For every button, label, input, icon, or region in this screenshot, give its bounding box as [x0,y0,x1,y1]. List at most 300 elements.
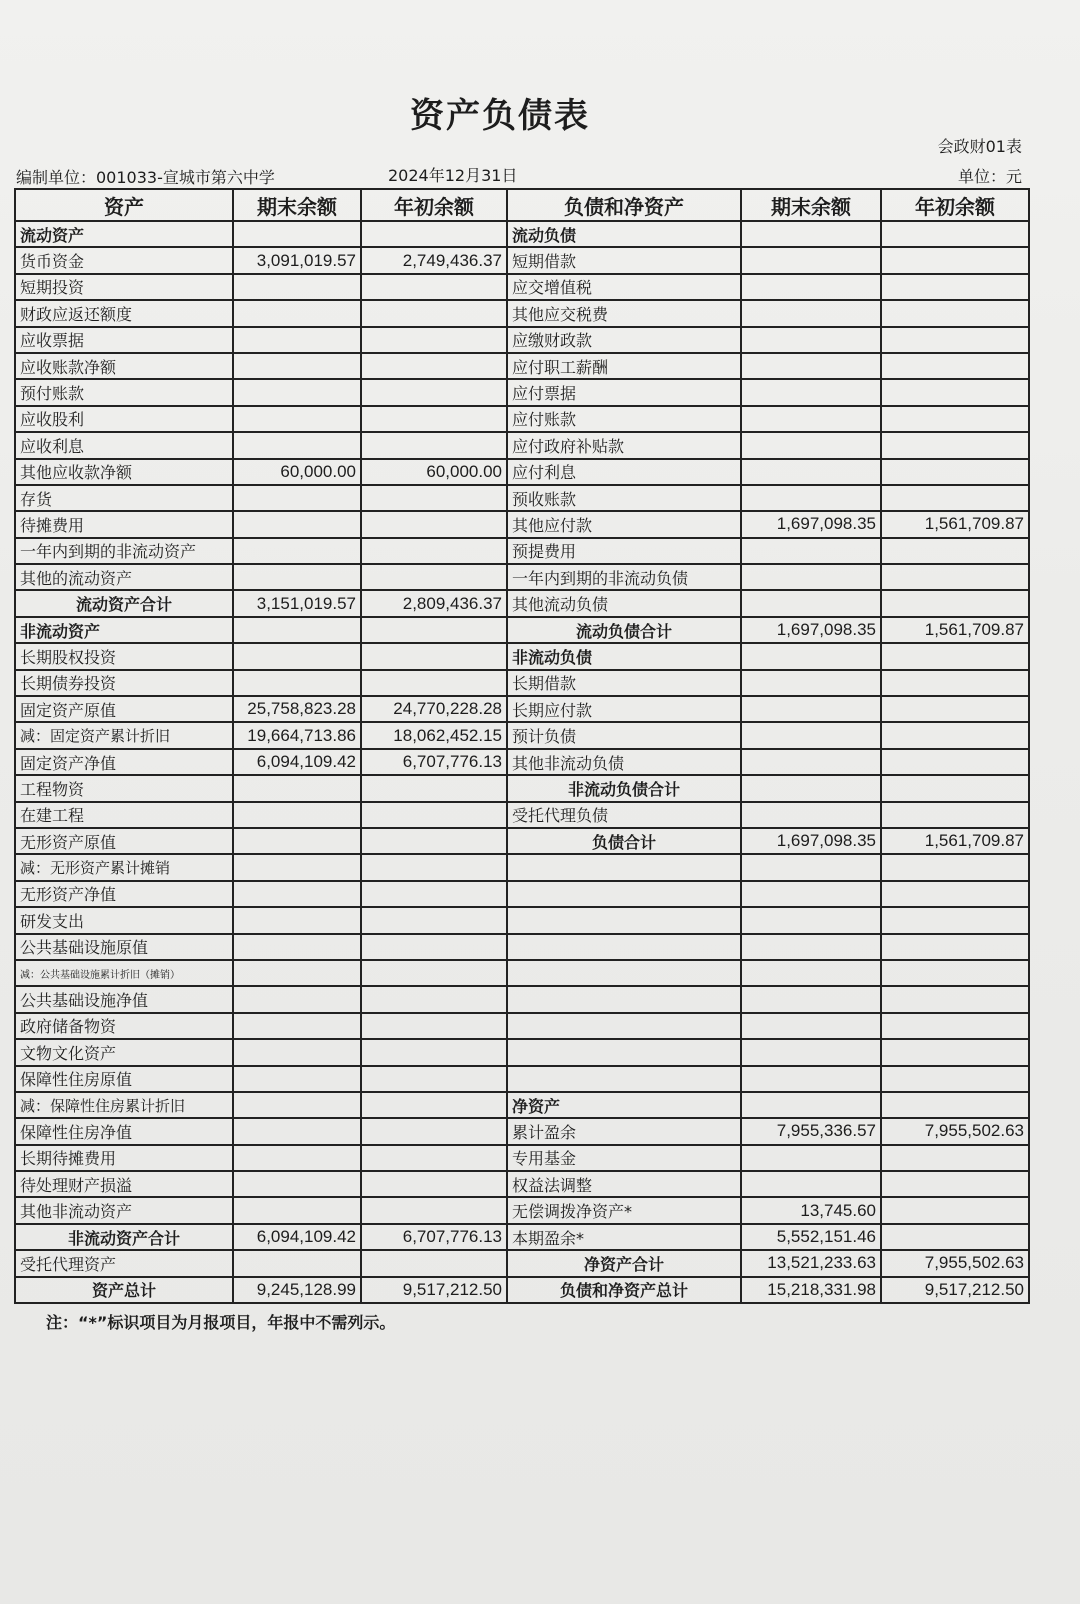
liability-begin-balance [881,300,1029,326]
table-row [15,379,1029,405]
footnote: 注：“*”标识项目为月报项目，年报中不需列示。 [46,1313,396,1332]
liability-begin-balance [881,353,1029,379]
liability-begin-balance [881,670,1029,696]
asset-begin-balance [361,670,507,696]
asset-begin-balance [361,1013,507,1039]
asset-end-balance [233,934,361,960]
liability-begin-balance [881,379,1029,405]
asset-end-balance [233,1171,361,1197]
table-row [15,564,1029,590]
liability-label: 净资产合计 [507,1250,741,1276]
asset-begin-balance [361,802,507,828]
asset-begin-balance: 9,517,212.50 [361,1277,507,1303]
liability-end-balance [741,643,881,669]
asset-end-balance: 3,151,019.57 [233,590,361,616]
currency-unit: 单位：元 [957,167,1022,186]
asset-label: 保障性住房原值 [15,1066,233,1092]
liability-label: 其他流动负债 [507,590,741,616]
liability-end-balance [741,274,881,300]
asset-end-balance [233,221,361,247]
liability-label [507,934,741,960]
table-row [15,1250,1029,1276]
liability-begin-balance [881,1092,1029,1118]
table-row [15,300,1029,326]
liability-end-balance [741,1066,881,1092]
asset-begin-balance [361,1039,507,1065]
asset-label: 长期债券投资 [15,670,233,696]
liability-begin-balance [881,564,1029,590]
asset-begin-balance [361,960,507,986]
table-row [15,802,1029,828]
asset-begin-balance [361,934,507,960]
liability-end-balance [741,247,881,273]
liability-begin-balance [881,538,1029,564]
asset-begin-balance [361,432,507,458]
liability-begin-balance [881,854,1029,880]
liability-label: 无偿调拨净资产* [507,1197,741,1223]
liability-begin-balance [881,459,1029,485]
column-header: 年初余额 [361,189,507,221]
asset-label: 受托代理资产 [15,1250,233,1276]
asset-label: 政府储备物资 [15,1013,233,1039]
asset-end-balance [233,1197,361,1223]
liability-end-balance [741,854,881,880]
liability-end-balance [741,538,881,564]
asset-end-balance: 25,758,823.28 [233,696,361,722]
asset-label: 短期投资 [15,274,233,300]
table-row [15,749,1029,775]
liability-label: 短期借款 [507,247,741,273]
table-row [15,485,1029,511]
asset-label: 财政应返还额度 [15,300,233,326]
column-header: 负债和净资产 [507,189,741,221]
asset-end-balance [233,1250,361,1276]
liability-end-balance [741,934,881,960]
table-row [15,1224,1029,1250]
liability-begin-balance [881,907,1029,933]
asset-label: 非流动资产合计 [15,1224,233,1250]
asset-label: 货币资金 [15,247,233,273]
asset-begin-balance: 2,809,436.37 [361,590,507,616]
asset-begin-balance [361,643,507,669]
column-header: 年初余额 [881,189,1029,221]
asset-end-balance [233,802,361,828]
table-row [15,907,1029,933]
liability-end-balance [741,459,881,485]
asset-label: 工程物资 [15,775,233,801]
liability-end-balance [741,1092,881,1118]
liability-begin-balance: 9,517,212.50 [881,1277,1029,1303]
liability-label [507,881,741,907]
asset-label: 公共基础设施原值 [15,934,233,960]
asset-label: 资产总计 [15,1277,233,1303]
asset-end-balance: 6,094,109.42 [233,1224,361,1250]
asset-begin-balance [361,485,507,511]
liability-label [507,986,741,1012]
asset-begin-balance [361,1145,507,1171]
asset-label: 无形资产净值 [15,881,233,907]
table-row [15,1145,1029,1171]
asset-begin-balance: 6,707,776.13 [361,749,507,775]
column-header: 期末余额 [233,189,361,221]
table-row [15,643,1029,669]
asset-end-balance [233,1039,361,1065]
liability-end-balance: 1,697,098.35 [741,511,881,537]
table-body [15,221,1029,1303]
asset-label: 固定资产净值 [15,749,233,775]
asset-begin-balance [361,775,507,801]
asset-end-balance [233,643,361,669]
asset-label: 待摊费用 [15,511,233,537]
asset-label: 其他应收款净额 [15,459,233,485]
liability-begin-balance [881,749,1029,775]
liability-label: 其他应交税费 [507,300,741,326]
asset-end-balance [233,960,361,986]
asset-begin-balance [361,511,507,537]
asset-label: 其他的流动资产 [15,564,233,590]
table-row [15,722,1029,748]
liability-begin-balance [881,406,1029,432]
liability-end-balance [741,1171,881,1197]
liability-end-balance [741,696,881,722]
asset-end-balance [233,1066,361,1092]
table-row [15,1013,1029,1039]
liability-end-balance: 1,697,098.35 [741,828,881,854]
table-row [15,986,1029,1012]
liability-label: 本期盈余* [507,1224,741,1250]
asset-label: 应收股利 [15,406,233,432]
asset-label: 应收票据 [15,327,233,353]
table-row [15,670,1029,696]
table-row [15,327,1029,353]
liability-label [507,1039,741,1065]
asset-label: 在建工程 [15,802,233,828]
table-row [15,696,1029,722]
table-row [15,1092,1029,1118]
asset-begin-balance [361,300,507,326]
liability-label: 长期应付款 [507,696,741,722]
asset-end-balance [233,617,361,643]
asset-label: 应收利息 [15,432,233,458]
liability-end-balance [741,485,881,511]
liability-begin-balance [881,1224,1029,1250]
liability-begin-balance [881,881,1029,907]
liability-begin-balance [881,247,1029,273]
asset-end-balance [233,327,361,353]
liability-begin-balance: 7,955,502.63 [881,1250,1029,1276]
liability-label [507,1066,741,1092]
form-code: 会政财01表 [937,137,1022,156]
column-header: 资产 [15,189,233,221]
table-row [15,934,1029,960]
asset-end-balance [233,775,361,801]
page-title: 资产负债表 [410,96,590,136]
liability-begin-balance [881,1171,1029,1197]
table-row [15,1277,1029,1303]
asset-label: 保障性住房净值 [15,1118,233,1144]
asset-end-balance [233,274,361,300]
reporting-unit: 编制单位：001033-宣城市第六中学 [16,168,275,187]
asset-label: 一年内到期的非流动资产 [15,538,233,564]
liability-begin-balance [881,1145,1029,1171]
asset-begin-balance [361,353,507,379]
asset-begin-balance [361,379,507,405]
asset-end-balance [233,1092,361,1118]
table-row [15,1171,1029,1197]
liability-end-balance [741,749,881,775]
liability-label: 非流动负债 [507,643,741,669]
liability-label [507,854,741,880]
liability-begin-balance: 7,955,502.63 [881,1118,1029,1144]
liability-begin-balance [881,1066,1029,1092]
asset-label: 固定资产原值 [15,696,233,722]
asset-end-balance: 6,094,109.42 [233,749,361,775]
asset-end-balance [233,485,361,511]
liability-end-balance [741,327,881,353]
asset-label: 减：公共基础设施累计折旧（摊销） [15,960,233,986]
liability-label: 流动负债 [507,221,741,247]
asset-end-balance [233,406,361,432]
asset-label: 减：固定资产累计折旧 [15,722,233,748]
table-row [15,881,1029,907]
liability-end-balance [741,406,881,432]
table-row [15,221,1029,247]
asset-end-balance [233,986,361,1012]
liability-begin-balance [881,327,1029,353]
liability-label: 应付账款 [507,406,741,432]
asset-end-balance [233,379,361,405]
asset-label: 流动资产 [15,221,233,247]
liability-end-balance [741,775,881,801]
liability-label: 权益法调整 [507,1171,741,1197]
column-header: 期末余额 [741,189,881,221]
liability-label: 负债合计 [507,828,741,854]
table-row [15,274,1029,300]
asset-begin-balance [361,538,507,564]
liability-end-balance [741,722,881,748]
asset-begin-balance [361,327,507,353]
liability-end-balance [741,590,881,616]
liability-label [507,960,741,986]
asset-begin-balance [361,986,507,1012]
asset-begin-balance [361,854,507,880]
asset-begin-balance [361,406,507,432]
asset-begin-balance [361,1171,507,1197]
asset-begin-balance: 2,749,436.37 [361,247,507,273]
liability-begin-balance [881,1013,1029,1039]
liability-end-balance [741,802,881,828]
table-row [15,511,1029,537]
liability-label: 其他非流动负债 [507,749,741,775]
asset-label: 减：无形资产累计摊销 [15,854,233,880]
table-row [15,1197,1029,1223]
liability-label: 其他应付款 [507,511,741,537]
liability-label: 负债和净资产总计 [507,1277,741,1303]
liability-label: 一年内到期的非流动负债 [507,564,741,590]
table-header-row [15,189,1029,221]
table-row [15,828,1029,854]
report-date: 2024年12月31日 [388,166,518,185]
asset-label: 公共基础设施净值 [15,986,233,1012]
asset-end-balance [233,353,361,379]
table-row [15,775,1029,801]
asset-begin-balance [361,1118,507,1144]
table-row [15,247,1029,273]
liability-end-balance: 13,745.60 [741,1197,881,1223]
asset-label: 长期待摊费用 [15,1145,233,1171]
liability-end-balance [741,986,881,1012]
liability-label: 预提费用 [507,538,741,564]
asset-begin-balance [361,221,507,247]
liability-end-balance: 1,697,098.35 [741,617,881,643]
liability-begin-balance: 1,561,709.87 [881,511,1029,537]
liability-end-balance [741,353,881,379]
liability-label [507,1013,741,1039]
liability-end-balance: 13,521,233.63 [741,1250,881,1276]
asset-begin-balance: 18,062,452.15 [361,722,507,748]
asset-begin-balance: 24,770,228.28 [361,696,507,722]
liability-begin-balance [881,802,1029,828]
liability-begin-balance [881,274,1029,300]
table-row [15,1118,1029,1144]
asset-end-balance [233,1013,361,1039]
asset-end-balance [233,300,361,326]
liability-end-balance [741,564,881,590]
asset-label: 非流动资产 [15,617,233,643]
liability-end-balance: 7,955,336.57 [741,1118,881,1144]
asset-end-balance [233,1118,361,1144]
asset-end-balance: 19,664,713.86 [233,722,361,748]
table-row [15,960,1029,986]
liability-begin-balance [881,485,1029,511]
liability-label [507,907,741,933]
asset-end-balance: 60,000.00 [233,459,361,485]
table-row [15,590,1029,616]
liability-begin-balance [881,643,1029,669]
asset-begin-balance [361,907,507,933]
liability-begin-balance [881,722,1029,748]
table-row [15,854,1029,880]
asset-label: 其他非流动资产 [15,1197,233,1223]
table-row [15,432,1029,458]
liability-end-balance [741,881,881,907]
liability-end-balance [741,1039,881,1065]
asset-begin-balance [361,828,507,854]
asset-label: 应收账款净额 [15,353,233,379]
liability-label: 累计盈余 [507,1118,741,1144]
liability-label: 流动负债合计 [507,617,741,643]
liability-label: 应付政府补贴款 [507,432,741,458]
asset-begin-balance [361,881,507,907]
asset-end-balance [233,670,361,696]
asset-end-balance [233,538,361,564]
liability-begin-balance [881,960,1029,986]
liability-end-balance: 5,552,151.46 [741,1224,881,1250]
asset-end-balance [233,1145,361,1171]
asset-begin-balance [361,617,507,643]
asset-end-balance: 3,091,019.57 [233,247,361,273]
asset-end-balance [233,881,361,907]
liability-begin-balance [881,986,1029,1012]
asset-label: 待处理财产损溢 [15,1171,233,1197]
liability-label: 专用基金 [507,1145,741,1171]
asset-end-balance [233,828,361,854]
asset-label: 预付账款 [15,379,233,405]
liability-end-balance [741,1013,881,1039]
liability-begin-balance [881,1039,1029,1065]
asset-begin-balance [361,1250,507,1276]
liability-begin-balance: 1,561,709.87 [881,617,1029,643]
table-row [15,353,1029,379]
liability-begin-balance [881,590,1029,616]
liability-label: 应付票据 [507,379,741,405]
liability-begin-balance [881,432,1029,458]
liability-label: 长期借款 [507,670,741,696]
liability-label: 预计负债 [507,722,741,748]
liability-end-balance [741,221,881,247]
liability-begin-balance [881,775,1029,801]
table-row [15,617,1029,643]
liability-label: 应交增值税 [507,274,741,300]
liability-label: 应缴财政款 [507,327,741,353]
liability-end-balance [741,379,881,405]
liability-end-balance [741,670,881,696]
liability-begin-balance [881,221,1029,247]
liability-end-balance [741,1145,881,1171]
liability-begin-balance: 1,561,709.87 [881,828,1029,854]
table-row [15,1039,1029,1065]
table-row [15,406,1029,432]
asset-begin-balance: 6,707,776.13 [361,1224,507,1250]
liability-label: 受托代理负债 [507,802,741,828]
asset-begin-balance [361,1092,507,1118]
liability-begin-balance [881,934,1029,960]
table-row [15,459,1029,485]
asset-begin-balance [361,1066,507,1092]
liability-end-balance: 15,218,331.98 [741,1277,881,1303]
liability-label: 非流动负债合计 [507,775,741,801]
table-row [15,538,1029,564]
asset-end-balance [233,854,361,880]
asset-begin-balance [361,564,507,590]
liability-label: 净资产 [507,1092,741,1118]
liability-end-balance [741,907,881,933]
asset-end-balance [233,564,361,590]
asset-end-balance [233,432,361,458]
asset-label: 存货 [15,485,233,511]
liability-begin-balance [881,1197,1029,1223]
asset-end-balance: 9,245,128.99 [233,1277,361,1303]
table-row [15,1066,1029,1092]
asset-begin-balance [361,274,507,300]
asset-end-balance [233,511,361,537]
asset-label: 研发支出 [15,907,233,933]
liability-begin-balance [881,696,1029,722]
liability-label: 应付职工薪酬 [507,353,741,379]
asset-label: 无形资产原值 [15,828,233,854]
asset-begin-balance [361,1197,507,1223]
asset-end-balance [233,907,361,933]
balance-sheet-table [14,188,1030,1304]
asset-begin-balance: 60,000.00 [361,459,507,485]
asset-label: 文物文化资产 [15,1039,233,1065]
liability-label: 预收账款 [507,485,741,511]
asset-label: 长期股权投资 [15,643,233,669]
asset-label: 减：保障性住房累计折旧 [15,1092,233,1118]
liability-end-balance [741,960,881,986]
liability-label: 应付利息 [507,459,741,485]
liability-end-balance [741,300,881,326]
